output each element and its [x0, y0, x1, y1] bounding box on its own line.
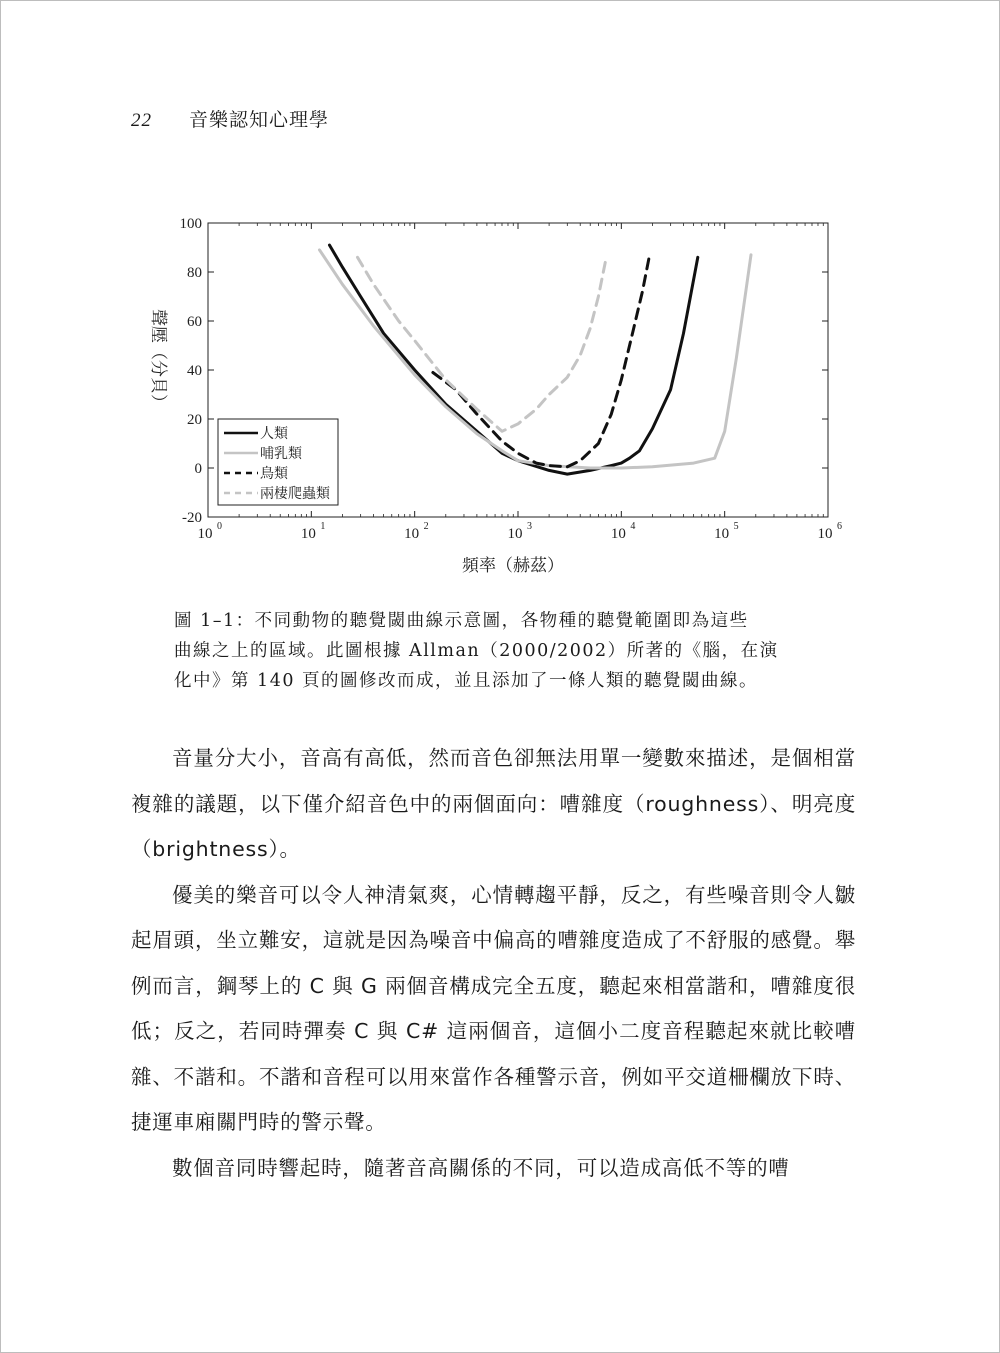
y-axis-label: 聲壓（分貝） — [148, 309, 168, 411]
legend-label: 人類 — [260, 426, 288, 442]
figure-caption — [174, 606, 824, 696]
paragraph: 音量分大小，音高有高低，然而音色卻無法用單一變數來描述，是個相當複雜的議題，以下僅介紹音色中的兩個面向：嘈雜度（roughness）、明亮度（brightness）。 — [131, 746, 856, 861]
series-line-人類 — [330, 245, 698, 474]
book-title: 音樂認知心理學 — [189, 109, 330, 131]
paragraph: 數個音同時響起時，隨著音高關係的不同，可以造成高低不等的嘈 — [172, 1155, 790, 1180]
x-tick-exponent: 1 — [320, 521, 326, 532]
x-tick-label: 10 — [817, 526, 833, 542]
x-tick-label: 10 — [300, 526, 316, 542]
running-header — [131, 105, 329, 132]
page-number: 22 — [131, 110, 152, 131]
paragraph: 優美的樂音可以令人神清氣爽，心情轉趨平靜，反之，有些噪音則令人皺起眉頭，坐立難安，這就是因為噪音中偏高的嘈雜度造成了不舒服的感覺。舉例而言，鋼琴上的 C 與 G 兩個音構成完全五度，聽起來相當諧和，嘈雜度很低；反之，若同時彈奏 C 與 C# 這兩個音，這個小二度音程聽起來就比較嘈雜、不諧和。不諧和音程可以用來當作各種警示音，例如平交道柵欄放下時、捷運車廂關門時的警示聲。 — [131, 882, 856, 1134]
x-tick-exponent: 0 — [217, 521, 222, 532]
y-tick-label: -20 — [182, 510, 202, 526]
legend-label: 哺乳類 — [260, 446, 302, 462]
x-tick-exponent: 4 — [630, 521, 636, 532]
x-tick-exponent: 2 — [423, 521, 429, 532]
x-tick-label: 10 — [507, 526, 523, 542]
x-tick-label: 10 — [714, 526, 730, 542]
y-tick-label: 80 — [187, 265, 202, 281]
x-tick-label: 10 — [197, 526, 213, 542]
caption-line: 圖 1–1：不同動物的聽覺閾曲線示意圖，各物種的聽覺範圍即為這些 — [174, 611, 749, 631]
y-tick-label: 40 — [187, 363, 202, 379]
x-tick-label: 10 — [610, 526, 626, 542]
caption-line: 化中》第 140 頁的圖修改而成，並且添加了一條人類的聽覺閾曲線。 — [174, 671, 759, 691]
legend-label: 鳥類 — [260, 466, 288, 482]
y-tick-label: 20 — [187, 412, 202, 428]
series-line-哺乳類 — [320, 250, 752, 468]
series-line-鳥類 — [433, 252, 650, 466]
y-tick-label: 60 — [187, 314, 202, 330]
legend-label: 兩棲爬蟲類 — [260, 486, 330, 502]
y-tick-label: 100 — [179, 216, 202, 232]
x-tick-exponent: 6 — [837, 521, 842, 532]
chart-svg — [131, 206, 851, 586]
caption-line: 曲線之上的區域。此圖根據 Allman（2000/2002）所著的《腦，在演 — [174, 641, 779, 661]
y-tick-label: 0 — [194, 461, 202, 477]
x-tick-exponent: 5 — [733, 521, 739, 532]
hearing-threshold-chart — [131, 206, 851, 586]
x-axis-label: 頻率（赫茲） — [462, 556, 564, 576]
body-text — [131, 736, 856, 1191]
x-tick-exponent: 3 — [527, 521, 532, 532]
x-tick-label: 10 — [404, 526, 420, 542]
